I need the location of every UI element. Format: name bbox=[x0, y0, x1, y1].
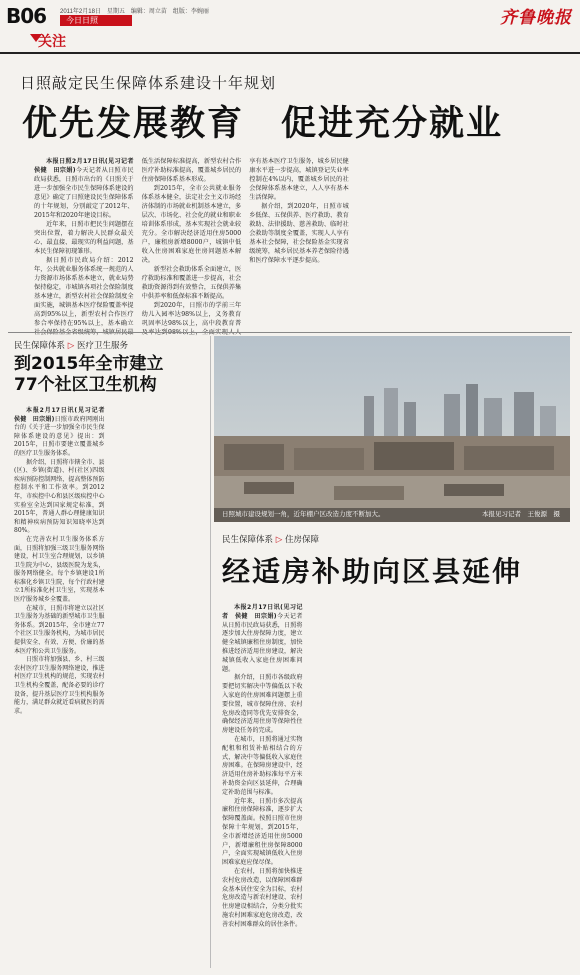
today-tag: 今日日照 bbox=[60, 15, 132, 26]
clinic-paragraph: 据介绍，日照将市辖全市、县(区)、乡镇(街道)、村(社区)四级疾病预防控制网络，提高整体预防控制水平和工作效率。到2012年，市疾控中心和县区级疾控中心实验室全达到国家规定标准，到2015年，普通人群心理健康知识和精神疾病预防知识知晓率达到80%。 bbox=[14, 458, 105, 535]
section-name: 关注 bbox=[38, 34, 66, 50]
lead-paragraph: 到2015年，全市公共就业服务体系基本健全，法定社会主义市场经济体制的市场就业机制基本建立，多层次、市场化、社会化的就业和职业培训体系形成，基本实现社会就业较充分。全市解决经济适用住房5000户，廉租房新增8000户，城镇中低收入住房困难家庭住房问题基本解决。 bbox=[141, 185, 242, 264]
column-divider bbox=[210, 336, 211, 968]
clinic-section-label: 民生保障体系 ▷ 医疗卫生服务 bbox=[14, 341, 128, 351]
photo-caption: 日照城市建设规划一角，近年棚户区改造力度不断加大。 bbox=[222, 510, 385, 518]
housing-section-label: 民生保障体系 ▷ 住房保障 bbox=[222, 535, 319, 545]
city-photo bbox=[214, 336, 570, 522]
clinic-headline: 到2015年全市建立 77个社区卫生机构 bbox=[14, 354, 164, 395]
section-divider bbox=[8, 332, 572, 333]
housing-byline: 本报2月17日讯(见习记者 侯健 田宗娟) bbox=[222, 604, 303, 620]
lead-paragraph: 到2020年，日照市的学前三年幼儿入园率达98%以上，义务教育巩固率达98%以上，高中段教育普 享有基本医疗卫生服务，城乡居民健康水平进一步提高，城镇登记失业率控制在4%以内，覆盖城乡居民的社会保障体系基本建立，人人享有基本生活保障。 bbox=[141, 158, 349, 327]
housing-paragraph: 本报2月17日讯(见习记者 侯健 田宗娟)今天记者从日照市民政局获悉，日照将逐步加大住房保障力度，建立健全城镇廉租住房制度，加快推进经济适用住房建设，解决城镇低收入家庭住房困难问题。 bbox=[222, 604, 303, 673]
housing-paragraph: 据介绍，日照市各级政府要把切实解决中等偏低以下收入家庭的住房困难问题摆上重要位置，城市保障住房、农村危房改造同等优先安排资金，确保经济适用住房等保障性住房建设任务的完成。 bbox=[222, 674, 303, 735]
lead-kicker: 日照敲定民生保障体系建设十年规划 bbox=[20, 74, 277, 92]
housing-headline: 经适房补助向区县延伸 bbox=[222, 555, 523, 588]
clinic-byline: 本报2月17日讯(见习记者 侯健 田宗娟) bbox=[14, 407, 111, 423]
city-photo-illustration bbox=[214, 336, 570, 522]
lead-paragraph: 本报日照2月17日讯(见习记者 侯健 田宗娟)今天记者从日照市民政局获悉，日照市出台的《日照关于进一步加强全市民生保障体系建设的意见》确定了日照建设民生保障体系的十年规划，分别敲定了2012年、2015年和2020年建设目标。 bbox=[34, 158, 140, 219]
masthead-logo: 齐鲁晚报 bbox=[500, 8, 572, 28]
clinic-paragraph: 在完善农村卫生服务体系方面，日照将加强三级卫生服务网络建设，村卫生室合理规划，以乡镇卫生院为中心，县级医院为龙头，服务网络健全。每个乡镇建设1所标准化乡镇卫生院，每个行政村建立1所标准化村卫生室，实现基本医疗服务城乡全覆盖。 bbox=[14, 535, 105, 604]
clinic-body bbox=[14, 407, 202, 967]
lead-paragraph: 据日照市民政局介绍：2012年，公共就业服务体系统一规范的人力资源市场体系基本建立，就业局势保持稳定，市城镇各项社会保险制度基本建立，新型农村社会保险制度全面实施，城镇基本医疗保险覆盖率提高到95%以上，新型农村合作医疗参合率保持在95%以上，基本确立 低生活保障标准提高，新型农村合作医疗补助标准提高，覆盖城乡居民的住房保障体系基本形成。 bbox=[34, 158, 242, 327]
clinic-paragraph: 日照市将加强县、乡、村三级农村医疗卫生服务网络建设，推进村医疗卫生机构的规范，实现农村卫生机构全覆盖，配备必要的诊疗设备，提升基层医疗卫生机构服务能力，满足群众就近看病就医的需求。 bbox=[14, 656, 105, 715]
housing-paragraph: 在农村，日照将加快推进农村危房改造，以保障困难群众基本居住安全为目标，农村危房改造与新农村建设、农村住房建设相结合，分类分批实施农村困难家庭危房改造，改善农村困难群众的居住条件。 bbox=[222, 867, 303, 928]
housing-paragraph: 在城市，日照将通过实物配租和租赁补贴相结合的方式，解决中等偏低收入家庭住房困难。在保障房建设中，经济适用住房补助标准每平方米补助资金向区县延伸，合理确定补助范围与标准。 bbox=[222, 735, 303, 796]
arrow-icon: ▷ bbox=[275, 535, 283, 545]
lead-body bbox=[34, 157, 564, 339]
lead-headline: 优先发展教育 促进充分就业 bbox=[22, 104, 504, 144]
clinic-paragraph: 本报2月17日讯(见习记者 侯健 田宗娟)日照市政府网刚出台的《关于进一步加强全市民生保障体系建设的意见》提出：到2015年，日照市要建立覆盖城乡的医疗卫生服务体系。 bbox=[14, 407, 111, 457]
lead-paragraph: 新型社会救助体系全面建立，医疗救助标准和覆盖进一步提高，社会救助资源得到有效整合，五保供养集中供养率和低保标准不断提高。 bbox=[141, 266, 242, 300]
header-rule bbox=[0, 52, 580, 54]
arrow-icon: ▷ bbox=[67, 341, 75, 351]
housing-body bbox=[222, 604, 568, 964]
clinic-paragraph: 在城市，日照市将建立以社区卫生服务为基础的新型城市卫生服务体系。到2015年，全市建立77个社区卫生服务机构，为城市居民提供安全、有效、方便、价廉的基本医疗和公共卫生服务。 bbox=[14, 604, 105, 655]
housing-paragraph: 近年来，日照市多次提高廉租住房保障标准，逐步扩大保障覆盖面。按照日照市住房保障十年规划，到2015年，全市新增经济适用住房5000户，新增廉租住房保障8000户，全面实现城镇低收入住房困难家庭应保尽保。 bbox=[222, 797, 303, 867]
lead-paragraph: 据介绍，到2020年，日照市城乡低保、五保供养、医疗救助、教育救助、法律援助、慈善救助、临时社会救助等制度全覆盖，实现人人享有基本社会保障，社会保险基金实现省级统筹，城乡居民基本养老保险待遇和医疗保障水平逐步提高。 bbox=[249, 203, 349, 264]
photo-credit: 本报见习记者 王俊源 摄 bbox=[482, 510, 560, 518]
lead-paragraph: 近年来，日照市把民生问题摆在突出位置，着力解决人民群众最关心、最直接、最现实的利益问题，基本民生保障初现雏形。 bbox=[34, 221, 134, 255]
page-number: B06 bbox=[6, 4, 47, 28]
lead-byline: 本报日照2月17日讯(见习记者 侯健 田宗娟) bbox=[34, 158, 140, 174]
date-line: 2011年2月18日 星期五 编辑：周立苗 组版：李婉丽 bbox=[60, 9, 209, 15]
